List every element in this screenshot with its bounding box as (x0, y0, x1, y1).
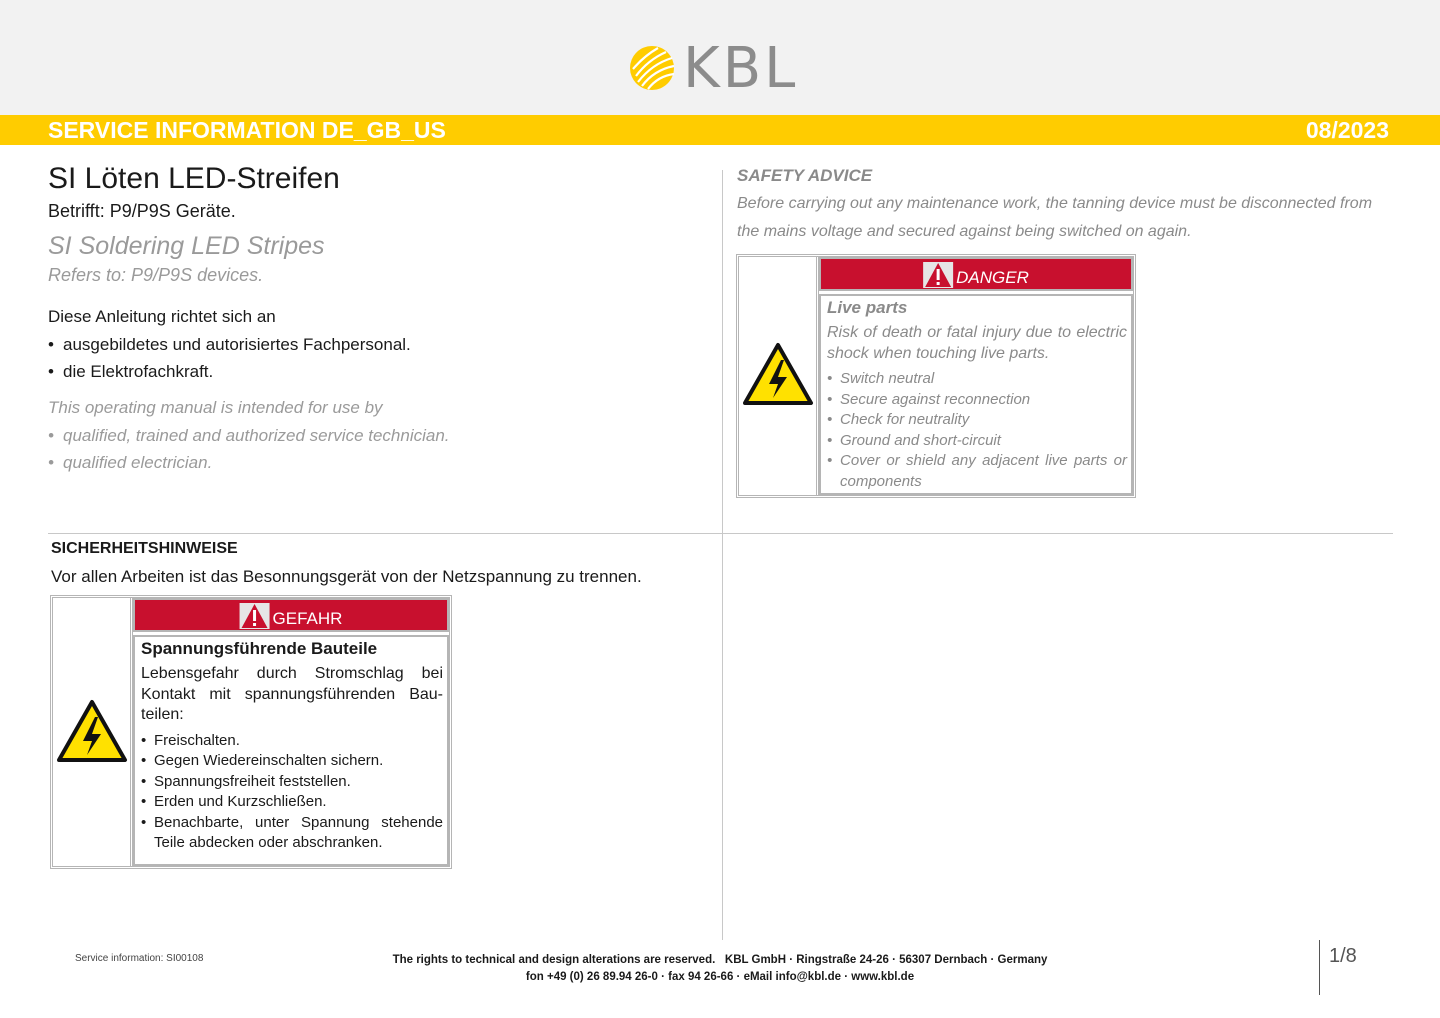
danger-box-de (50, 595, 452, 869)
danger-header (819, 257, 1133, 291)
footer-line-1: The rights to technical and design alterations are reserved. KBL GmbH · Ringstraße 24-26 · 56307 Dernbach · Germany (392, 954, 1048, 966)
safety-text-de: Vor allen Arbeiten ist das Besonnungsgerät von der Netzspannung zu trennen. (51, 567, 642, 586)
warning-triangle-icon (923, 262, 953, 288)
danger-label: GEFAHR (272, 609, 343, 628)
danger-body (133, 635, 449, 866)
kbl-logo (628, 36, 818, 101)
document-title: SERVICE INFORMATION DE_GB_US (48, 117, 446, 143)
danger-step: • Check for neutrality (827, 410, 1127, 431)
danger-text: Lebensgefahr durch Stromschlag bei Kontakt mit spannungsführenden Bau-teilen: (141, 665, 443, 723)
danger-box-icon-cell (53, 598, 133, 866)
danger-step: • Secure against reconnection (827, 390, 1127, 411)
intro-en-text: This operating manual is intended for use by (48, 398, 383, 417)
high-voltage-warning-icon (56, 699, 128, 763)
danger-heading: Spannungsführende Bauteile (141, 639, 378, 658)
intro-de (48, 303, 411, 386)
danger-step: • Spannungsfreiheit feststellen. (141, 772, 443, 793)
intro-de-bullet: • ausgebildetes und autorisiertes Fachpersonal. (48, 331, 411, 359)
logo-text: KBL (683, 36, 799, 101)
danger-body (819, 294, 1133, 495)
danger-text: Risk of death or fatal injury due to electric shock when touching live parts. (827, 324, 1127, 362)
danger-heading: Live parts (827, 298, 908, 317)
refers-en: Refers to: P9/P9S devices. (48, 265, 264, 285)
footer-divider (1319, 940, 1320, 995)
title-bar (0, 115, 1440, 145)
section-divider (48, 533, 1393, 534)
sun-logo-icon (628, 44, 676, 92)
danger-box-en (736, 254, 1136, 498)
danger-header (133, 598, 449, 632)
safety-heading-de: SICHERHEITSHINWEISE (51, 540, 238, 557)
footer-imprint (300, 952, 1140, 986)
safety-advice-heading: SAFETY ADVICE (737, 166, 873, 185)
high-voltage-warning-icon (742, 342, 814, 406)
danger-step: • Benachbarte, unter Spannung stehende Teile abdecken oder abschranken. (141, 813, 443, 854)
danger-step: • Erden und Kurzschließen. (141, 792, 443, 813)
danger-label: DANGER (956, 268, 1029, 287)
danger-step: • Ground and short-circuit (827, 431, 1127, 452)
intro-en-bullet: • qualified electrician. (48, 449, 450, 477)
safety-advice-text: Before carrying out any maintenance work, the tanning device must be disconnected from the mains voltage and secured against being switched on again. (737, 195, 1373, 240)
service-info-number: Service information: SI00108 (75, 953, 204, 964)
footer-line-2: fon +49 (0) 26 89.94 26-0 · fax 94 26-66 · eMail info@kbl.de · www.kbl.de (525, 971, 915, 983)
column-divider (722, 170, 723, 940)
intro-de-text: Diese Anleitung richtet sich an (48, 307, 276, 326)
intro-en (48, 394, 450, 477)
page-number: 1/8 (1329, 945, 1357, 967)
page-title-de: SI Löten LED-Streifen (48, 162, 340, 195)
danger-step: • Gegen Wiedereinschalten sichern. (141, 751, 443, 772)
warning-triangle-icon (240, 603, 270, 629)
danger-step: • Cover or shield any adjacent live parts or components (827, 451, 1127, 492)
document-date: 08/2023 (1305, 117, 1389, 143)
intro-en-bullet: • qualified, trained and authorized service technician. (48, 422, 450, 450)
danger-step: • Freischalten. (141, 731, 443, 752)
refers-de: Betrifft: P9/P9S Geräte. (48, 201, 236, 221)
intro-de-bullet: • die Elektrofachkraft. (48, 358, 411, 386)
danger-box-icon-cell (739, 257, 819, 495)
page-title-en: SI Soldering LED Stripes (48, 232, 325, 260)
danger-step: • Switch neutral (827, 369, 1127, 390)
